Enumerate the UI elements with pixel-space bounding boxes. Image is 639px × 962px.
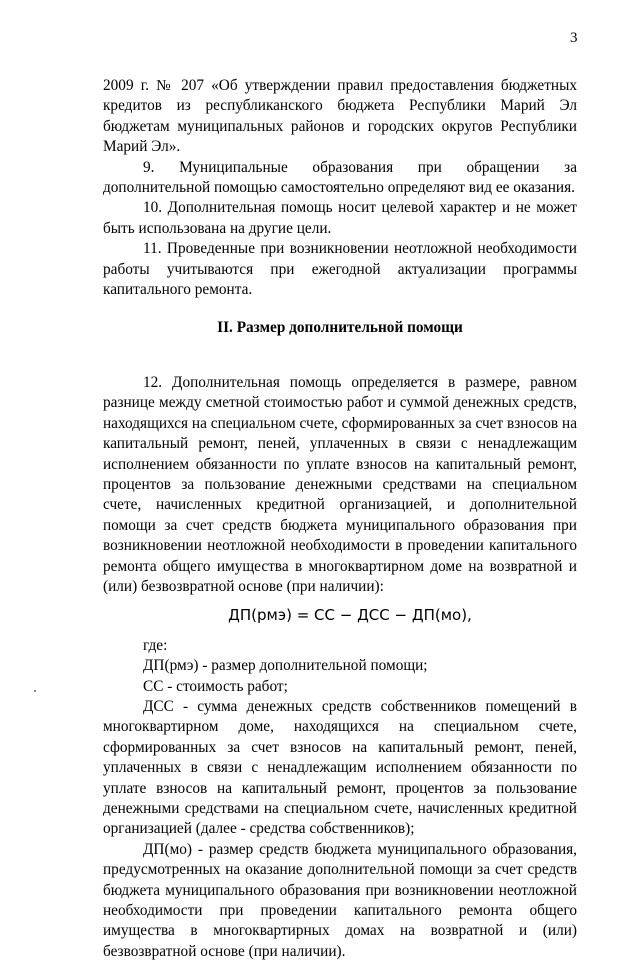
paragraph-10: 10. Дополнительная помощь носит целевой характер и не может быть использована на другие цели. <box>103 199 577 237</box>
definition-dp-rme: ДП(рмэ) - размер дополнительной помощи; <box>143 657 428 675</box>
where-label: где: <box>143 636 168 654</box>
definition-dss: ДСС - сумма денежных средств собственников помещений в многоквартирном доме, находящихся на специальном счете, сформированных за счет взносов на капитальный ремонт, пеней, уплаченных в связи с ненадлежащим исполнением обязанности по уплате взносов на капитальный ремонт, процентов за пользование денежными средствами на специальном счете, начисленных кредитной организацией (далее - средства собственников); <box>103 697 577 838</box>
definition-dp-mo: ДП(мо) - размер средств бюджета муниципального образования, предусмотренных на оказание дополнительной помощи за счет средств бюджета муниципального образования при возникновении неотложной необходимости при проведении капитального ремонта общего имущества в многоквартирных домах на возвратной и (или) безвозвратной основе (при наличии). <box>103 840 577 960</box>
document-body <box>103 76 577 962</box>
paragraph-continuation: 2009 г. № 207 «Об утверждении правил предоставления бюджетных кредитов из республиканского бюджета Республики Марий Эл бюджетам муниципальных районов и городских округов Республики Марий Эл». <box>103 77 577 156</box>
page-number: 3 <box>570 30 578 46</box>
definition-ss: СС - стоимость работ; <box>143 677 288 695</box>
formula-text: ДП(рмэ) = СС − ДСС − ДП(мо), <box>228 606 472 625</box>
section-heading: II. Размер дополнительной помощи <box>217 319 463 337</box>
paragraph-12: 12. Дополнительная помощь определяется в размере, равном разнице между сметной стоимостью работ и суммой денежных средств, находящихся на специальном счете, сформированных за счет взносов на капитальный ремонт, пеней, уплаченных в связи с ненадлежащим исполнением обязанности по уплате взносов на капитальный ремонт, процентов за пользование денежными средствами на специальном счете, начисленных кредитной организацией, и дополнительной помощи за счет средств бюджета муниципального образования при возникновении неотложной необходимости в проведении капитального ремонта общего имущества в многоквартирном доме на возвратной и (или) безвозвратной основе (при наличии): <box>103 373 577 595</box>
formula <box>103 605 577 625</box>
paragraph-9: 9. Муниципальные образования при обращении за дополнительной помощью самостоятельно определяют вид ее оказания. <box>103 158 577 197</box>
paragraph-11: 11. Проведенные при возникновении неотложной необходимости работы учитываются при ежегодной актуализации программы капитального ремонта. <box>103 240 577 299</box>
scan-speck <box>34 690 36 692</box>
